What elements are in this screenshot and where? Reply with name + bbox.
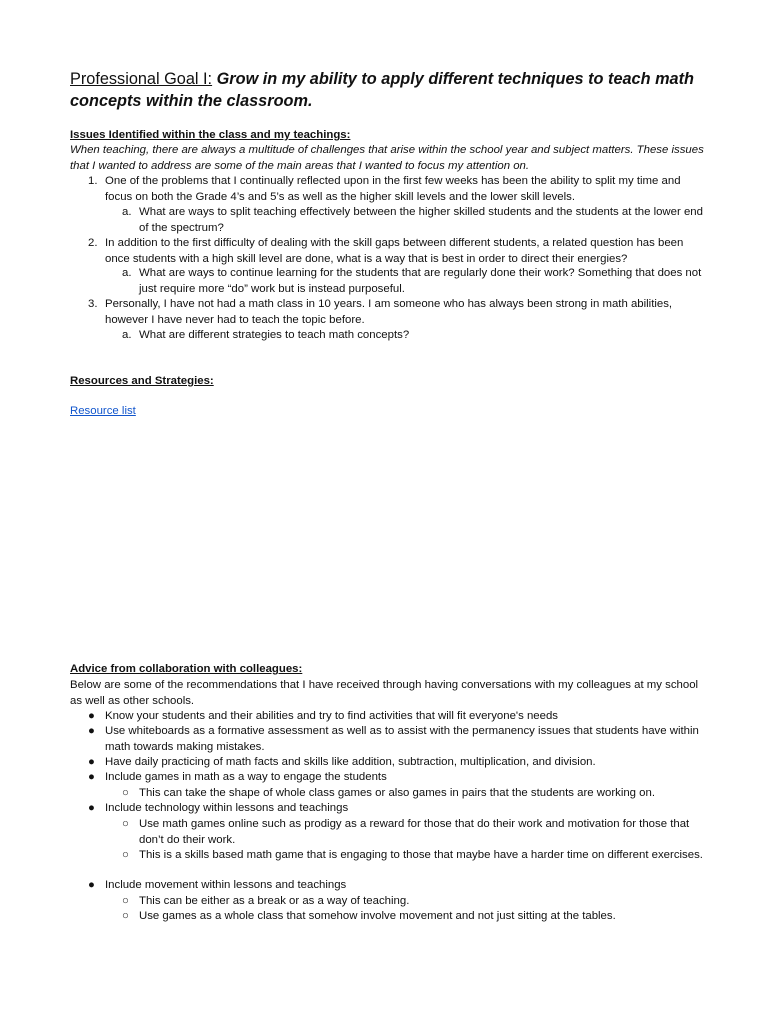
list-item: [88, 297, 708, 328]
list-item-text: Use whiteboards as a formative assessment as well as to assist with the permanency issues that students have within math towards making mistakes.: [105, 725, 699, 753]
bullet-marker: ●: [88, 879, 95, 891]
advice-heading: Advice from collaboration with colleagues:: [70, 663, 303, 675]
list-marker: 2.: [88, 237, 98, 249]
list-subitem-text: What are ways to continue learning for the students that are regularly done their work? Something that does not just require more “do” work but is instead purposeful.: [139, 267, 702, 295]
list-item: [88, 755, 708, 771]
list-subitem-text: What are ways to split teaching effectively between the higher skilled students and the students at the lower end of the spectrum?: [139, 206, 703, 234]
goal-title-prefix: Professional Goal I:: [70, 70, 213, 88]
list-item-text: Include technology within lessons and teachings: [105, 802, 349, 814]
list-marker: a.: [122, 206, 132, 218]
list-item-text: One of the problems that I continually reflected upon in the first few weeks has been the ability to split my time and focus on both the Grade 4’s and 5’s as well as the higher skill levels and the lower skill levels.: [105, 175, 681, 203]
list-subitem-text: This can be either as a break or as a way of teaching.: [139, 895, 410, 907]
list-subitem-text: Use games as a whole class that somehow involve movement and not just sitting at the tables.: [139, 910, 616, 922]
list-subitem: [122, 894, 708, 910]
issues-heading: Issues Identified within the class and my teachings:: [70, 129, 351, 141]
list-item: [88, 174, 708, 205]
goal-title-text: Grow in my ability to apply different techniques to teach math concepts within the classroom.: [70, 70, 694, 110]
list-item-text: Include movement within lessons and teachings: [105, 879, 347, 891]
list-item: [88, 801, 708, 817]
list-item: [88, 724, 708, 755]
circle-bullet-marker: ○: [122, 849, 129, 861]
resource-list-link[interactable]: Resource list: [70, 405, 136, 417]
list-subitem: [122, 205, 708, 236]
goal-title: [70, 69, 710, 112]
list-subitem: [122, 786, 708, 802]
list-marker: 3.: [88, 298, 98, 310]
list-item-text: Personally, I have not had a math class in 10 years. I am someone who has always been strong in math abilities, however I have never had to teach the topic before.: [105, 298, 673, 326]
list-item: [88, 878, 708, 894]
list-marker: a.: [122, 329, 132, 341]
list-subitem: [122, 909, 708, 925]
list-marker: 1.: [88, 175, 98, 187]
list-subitem-text: What are different strategies to teach math concepts?: [139, 329, 410, 341]
circle-bullet-marker: ○: [122, 818, 129, 830]
bullet-marker: ●: [88, 756, 95, 768]
list-subitem: [122, 328, 708, 344]
list-item-text: Know your students and their abilities and try to find activities that will fit everyone's needs: [105, 710, 558, 722]
advice-intro: Below are some of the recommendations that I have received through having conversations with my colleagues at my school as well as other schools.: [70, 679, 699, 707]
list-marker: a.: [122, 267, 132, 279]
bullet-marker: ●: [88, 771, 95, 783]
list-subitem-text: Use math games online such as prodigy as a reward for those that do their work and motivation for those that don’t do their work.: [139, 818, 690, 846]
list-item-text: In addition to the first difficulty of dealing with the skill gaps between different students, a related question has been once students with a high skill level are done, what is a way that is best in order to direct their energies?: [105, 237, 684, 265]
bullet-marker: ●: [88, 710, 95, 722]
list-item-text: Include games in math as a way to engage the students: [105, 771, 387, 783]
list-subitem: [122, 266, 708, 297]
list-item: [88, 770, 708, 786]
bullet-marker: ●: [88, 725, 95, 737]
list-subitem: [122, 817, 708, 848]
list-item: [88, 236, 708, 267]
issues-intro: When teaching, there are always a multitude of challenges that arise within the school year and subject matters. These issues that I wanted to address are some of the main areas that I wanted to focus my attention on.: [70, 144, 704, 172]
circle-bullet-marker: ○: [122, 787, 129, 799]
list-subitem-text: This can take the shape of whole class games or also games in pairs that the students are working on.: [139, 787, 656, 799]
circle-bullet-marker: ○: [122, 895, 129, 907]
list-item: [88, 709, 708, 725]
list-item-text: Have daily practicing of math facts and skills like addition, subtraction, multiplication, and division.: [105, 756, 596, 768]
resources-heading: Resources and Strategies:: [70, 375, 214, 387]
list-subitem: [122, 848, 708, 864]
list-subitem-text: This is a skills based math game that is engaging to those that maybe have a harder time on different exercises.: [139, 849, 703, 861]
bullet-marker: ●: [88, 802, 95, 814]
circle-bullet-marker: ○: [122, 910, 129, 922]
